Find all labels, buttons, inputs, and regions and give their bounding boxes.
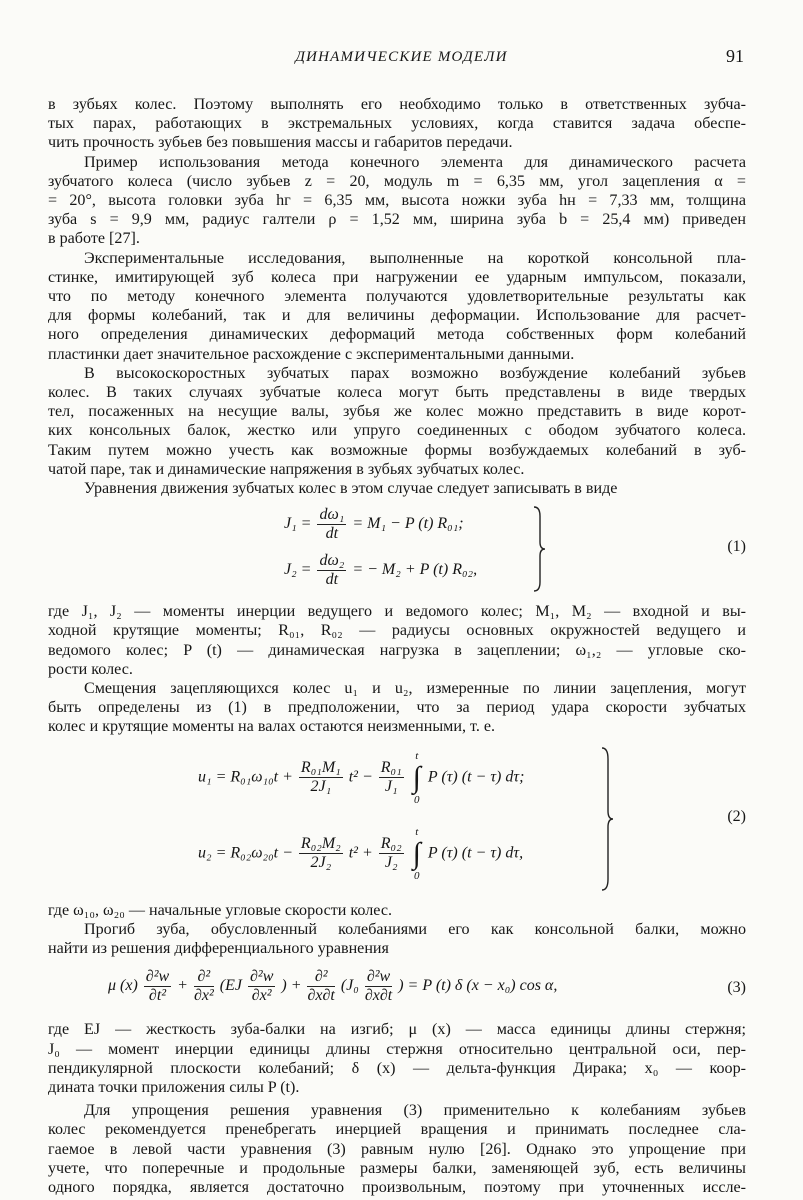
text-line: пендикулярной плоскости колебаний; δ (x) — дельта-функция Дирака; x₀ — коор- (48, 1059, 746, 1077)
text-line: рости колес. (48, 660, 133, 678)
text-line: зубчатого колеса (число зубьев z = 20, модуль m = 6,35 мм, угол зацепления α = (48, 172, 746, 190)
fraction: $\frac{\text{∂²w}}{\text{∂t²}}$ (145, 968, 170, 1005)
text-line: где J₁, J₂ — моменты инерции ведущего и ведомого колес; M₁, M₂ — входной и вы- (48, 603, 746, 621)
text-line: Экспериментальные исследования, выполненные на короткой консольной пла- (84, 249, 746, 267)
fraction: $\frac{\text{∂²}}{\text{∂x²}}$ (193, 968, 214, 1005)
text-line: тел, посаженных на несущие валы, зубья же колес можно представить в виде корот- (48, 403, 746, 421)
text-line: ходной крутящие моменты; R₀₁, R₀₂ — радиусы основных окружностей ведущего и (48, 622, 746, 640)
text-line: в зубьях колес. Поэтому выполнять его необходимо только в ответственных зубча- (48, 96, 746, 113)
text-line: ного определения динамических деформаций метода собственных форм колебаний (48, 326, 746, 344)
equation-3-line: μ (x) $\frac{\text{∂²w}}{\text{∂t²}}$ + $\frac{\text{∂²}}{\text{∂x²}}$ (EJ $\frac{\text{∂²w}}{\text{∂x²}}$ ) + $\frac{\text{∂²}}{\partial x\partial t}$ (J₀ $\frac{\text{∂²w}}{\partial x\partial t}$ ) = P (t) δ (x − x₀) cos α, (108, 968, 558, 1005)
text-line: для формы колебаний, так и для величины деформации. Использование для расчет- (48, 307, 746, 325)
text-line: Уравнения движения зубчатых колес в этом случае следует записывать в виде (84, 480, 618, 498)
text-line: зуба s = 9,9 мм, радиус галтели ρ = 1,52 мм, ширина зуба b = 25,4 мм) приведен (48, 211, 746, 229)
text-line: быть определены из (1) в предположении, что за период удара скорости зубчатых (48, 699, 746, 717)
right-brace (532, 506, 546, 592)
text-line: Таким путем можно учесть как возможные формы возбуждаемых колебаний в зуб- (48, 441, 746, 459)
paragraph-1 (48, 95, 746, 153)
text-line: Пример использования метода конечного элемента для динамического расчета (84, 153, 746, 171)
text-line: ведомого колес; P (t) — динамическая нагрузка в зацеплении; ω₁,₂ — угловые ско- (48, 641, 746, 659)
text-line: J₀ — момент инерции единицы длины стержня относительно центральной оси, пер- (48, 1040, 746, 1058)
paragraph-4 (48, 364, 746, 479)
right-brace (600, 747, 614, 891)
text-line: найти из решения дифференциального уравнения (48, 940, 389, 958)
body-text (48, 95, 746, 1197)
text-line: Прогиб зуба, обусловленный колебаниями его как консольной балки, можно (84, 920, 746, 938)
fraction: $\frac{\text{∂²w}}{\text{∂x²}}$ (249, 968, 274, 1005)
text-line: колес и крутящие моменты на валах остаются неизменными, т. е. (48, 718, 496, 736)
equation-2-line-1: u₁ = R₀₁ω₁₀t + $\frac{\text{R₀₁M₁}}{\text{2J₁}}$ t² − $\frac{\text{R₀₁}}{\text{J₁}}$ t ∫ 0 P (τ) (t − τ) dτ; (198, 749, 525, 806)
text-line: колес. В таких случаях зубчатые колеса могут быть представлены в виде твердых (48, 384, 746, 402)
running-header: ДИНАМИЧЕСКИЕ МОДЕЛИ (295, 49, 508, 65)
integral-sign: t ∫ 0 (412, 825, 421, 882)
equation-1-line-2: J₂ = $\frac{\text{dω₂}}{dt}$ = − M₂ + P (t) R₀₂, (284, 552, 478, 589)
fraction: $\frac{\text{dω₁}}{dt}$ (319, 506, 345, 543)
text-line: где EJ — жесткость зуба-балки на изгиб; μ (x) — масса единицы длины стержня; (48, 1021, 746, 1039)
text-line: ких консольных балок, жестко или упруго соединенных с ободом зубчатого колеса. (48, 422, 746, 440)
equation-number: (2) (727, 807, 746, 825)
integral-sign: t ∫ 0 (412, 749, 421, 806)
text-line: чить прочность зубьев без повышения массы и габаритов передачи. (48, 134, 513, 152)
text-line: Для упрощения решения уравнения (3) применительно к колебаниям зубьев (84, 1102, 746, 1120)
fraction: $\frac{\text{dω₂}}{dt}$ (319, 552, 345, 589)
fraction: $\frac{\text{∂²w}}{\partial x\partial t}$ (364, 968, 393, 1005)
equation-number: (3) (727, 979, 746, 997)
text-line: гаемое в левой части уравнения (3) равным нулю [26]. Однако это упрощение при (48, 1140, 746, 1158)
paragraph-3 (48, 249, 746, 364)
text-line: = 20°, высота головки зуба hг = 6,35 мм, высота ножки зуба hн = 7,33 мм, толщина (48, 192, 746, 210)
paragraph-5 (48, 479, 746, 498)
text-line: пластинки дает значительное расхождение с экспериментальными данными. (48, 345, 575, 363)
fraction: $\frac{\text{R₀₂M₂}}{\text{2J₂}}$ (300, 835, 341, 872)
fraction: $\frac{\text{R₀₁M₁}}{\text{2J₁}}$ (300, 759, 341, 796)
paragraph-6 (48, 602, 746, 679)
paragraph-8 (48, 901, 746, 920)
equation-2 (48, 743, 746, 895)
page-number: 91 (726, 46, 744, 66)
equation-3 (48, 964, 746, 1014)
text-line: где ω₁₀, ω₂₀ — начальные угловые скорости колес. (48, 901, 392, 919)
fraction: $\frac{\text{∂²}}{\partial x\partial t}$ (307, 968, 335, 1005)
text-line: колес рекомендуется пренебрегать инерцией вращения и принимать последнее сла- (48, 1121, 746, 1139)
text-line: учете, что поперечные и продольные размеры балки, заменяющей зуб, есть величины (48, 1159, 746, 1177)
paragraph-11 (48, 1101, 746, 1197)
paragraph-2 (48, 153, 746, 249)
fraction: $\frac{\text{R₀₁}}{\text{J₁}}$ (380, 759, 402, 796)
equation-2-line-2: u₂ = R₀₂ω₂₀t − $\frac{\text{R₀₂M₂}}{\text{2J₂}}$ t² + $\frac{\text{R₀₂}}{\text{J₂}}$ t ∫ 0 P (τ) (t − τ) dτ, (198, 825, 524, 882)
text-line: стинке, имитирующей зуб колеса при нагружении ее ударным импульсом, показали, (48, 268, 746, 286)
text-line: чатой паре, так и динамические напряжения в зубьях зубчатых колес. (48, 460, 525, 478)
text-line: В высокоскоростных зубчатых парах возможно возбуждение колебаний зубьев (84, 364, 746, 382)
text-line: что по методу конечного элемента получаются удовлетворительные результаты как (48, 288, 746, 306)
text-line: в работе [27]. (48, 230, 140, 248)
text-line: Смещения зацепляющихся колес u₁ и u₂, измеренные по линии зацепления, могут (84, 680, 746, 698)
paragraph-10 (48, 1020, 746, 1097)
equation-number: (1) (727, 538, 746, 556)
equation-1-line-1: J₁ = $\frac{\text{dω₁}}{dt}$ = M₁ − P (t) R₀₁; (284, 506, 464, 543)
fraction: $\frac{\text{R₀₂}}{\text{J₂}}$ (380, 835, 402, 872)
text-line: одного порядка, является достаточно произвольным, поэтому при уточненных иссле- (48, 1178, 746, 1196)
text-line: дината точки приложения силы P (t). (48, 1078, 300, 1096)
paragraph-7 (48, 679, 746, 737)
text-line: тых парах, работающих в экстремальных условиях, когда ставится задача обеспе- (48, 115, 746, 133)
equation-1 (48, 504, 746, 596)
paragraph-9 (48, 920, 746, 958)
